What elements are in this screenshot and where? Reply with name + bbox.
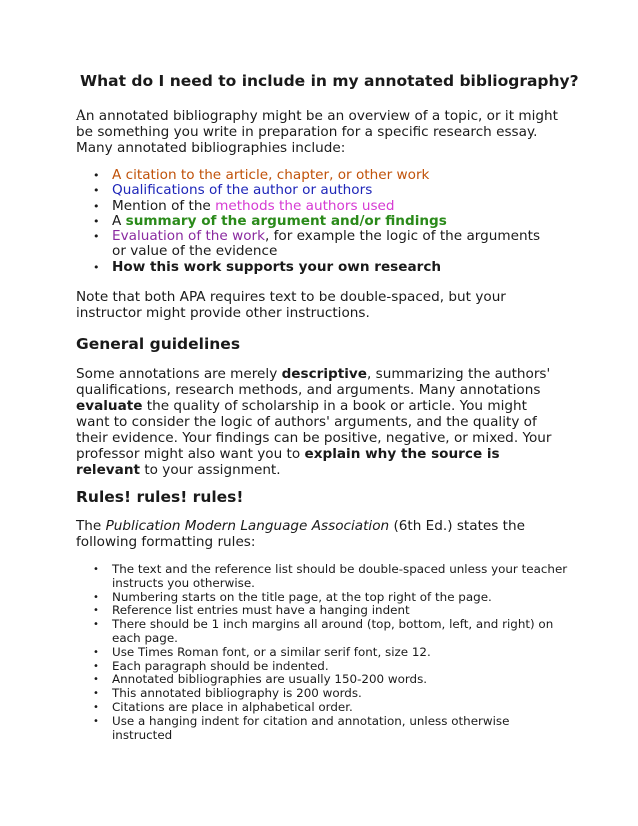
evaluation-highlight: Evaluation of the work [112,228,265,245]
pub-title: Publication Modern Language Association [105,518,390,534]
intro-text: n annotated bibliography might be an overview of a topic, or it might be something you write in preparation for a specific research essay. Many annotated bibliographies include: [76,108,558,156]
include-list [112,168,552,275]
general-text-3: the quality of scholarship in a book or article. You might want to consider the logic of authors' arguments, and the quality of their evidence. Your findings can be positive, negative, or mixed. Your professor might also want you to [76,398,552,462]
list-item-evaluation [112,229,552,260]
page-title: What do I need to include in my annotated bibliography? [80,72,579,90]
rule-item: • The text and the reference list should be double-spaced unless your teacher instructs you otherwise. [112,563,572,591]
list-item-qualifications [112,183,552,198]
rule-item: • Numbering starts on the title page, at the top right of the page. [112,591,572,605]
pub-prefix: The [76,518,106,534]
rule-item: • Reference list entries must have a hanging indent [112,604,572,618]
rule-item: • Annotated bibliographies are usually 150-200 words. [112,673,572,687]
intro-paragraph [76,108,566,156]
publication-paragraph [76,518,566,550]
general-bold-relevant: explain why the source is relevant [76,446,500,478]
rules-list [112,563,572,742]
general-text-2: , summarizing the authors' qualifications, research methods, and arguments. Many annotations [76,366,551,398]
pub-suffix: (6th Ed.) states the following formatting rules: [76,518,525,550]
list-item-methods [112,199,552,214]
note-paragraph: Note that both APA requires text to be double-spaced, but your instructor might provide other instructions. [76,289,506,321]
rule-item: • There should be 1 inch margins all around (top, bottom, left, and right) on each page. [112,618,572,646]
general-guidelines-heading: General guidelines [76,335,241,353]
general-paragraph [76,366,564,478]
rules-heading: Rules! rules! rules! [76,488,244,506]
list-item-supports [112,260,552,275]
methods-prefix: Mention of the [112,197,216,214]
summary-highlight: summary of the argument and/or findings [125,212,447,229]
citation-text: A citation to the article, chapter, or other work [112,167,430,183]
intro-first-letter: A [76,108,86,124]
list-item-citation [112,168,552,183]
rule-item: • Use a hanging indent for citation and annotation, unless otherwise instructed [112,715,572,743]
evaluation-rest: , for example the logic of the arguments or value of the evidence [112,228,541,260]
summary-prefix: A [112,212,126,229]
list-item-summary [112,214,552,229]
general-bold-evaluate: evaluate [76,398,143,414]
qualifications-text: Qualifications of the author or authors [112,182,373,199]
supports-text: How this work supports your own research [112,258,442,275]
rule-item: • Use Times Roman font, or a similar serif font, size 12. [112,646,572,660]
rule-item: • Citations are place in alphabetical order. [112,701,572,715]
general-bold-descriptive: descriptive [281,366,367,382]
methods-highlight: methods the authors used [215,197,395,214]
general-text-4: to your assignment. [140,462,281,478]
general-text-1: Some annotations are merely [76,366,282,382]
rule-item: • Each paragraph should be indented. [112,660,572,674]
rule-item: • This annotated bibliography is 200 words. [112,687,572,701]
